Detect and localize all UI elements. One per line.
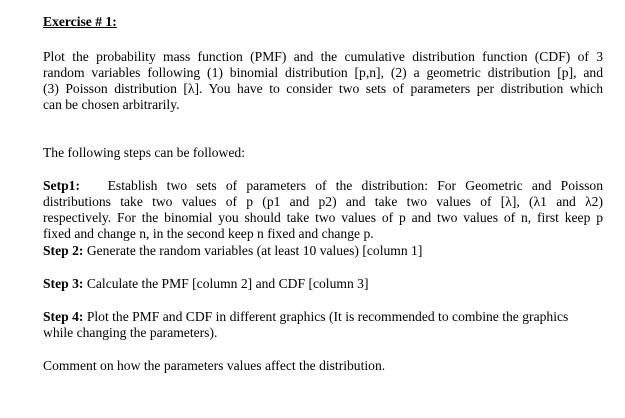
steps-intro: The following steps can be followed: bbox=[43, 145, 245, 160]
exercise-heading: Exercise # 1: bbox=[43, 14, 117, 29]
step1-paragraph bbox=[43, 178, 603, 242]
step3-text: Calculate the PMF [column 2] and CDF [column 3] bbox=[86, 276, 369, 291]
step1-line: fixed and change n, in the second keep n fixed and change p. bbox=[43, 226, 374, 241]
step3-label: Step 3: bbox=[43, 276, 84, 291]
intro-line: (3) Poisson distribution [λ]. You have to consider two sets of parameters per distribution which bbox=[43, 81, 603, 96]
step2-label: Step 2: bbox=[43, 243, 84, 258]
step3-line bbox=[43, 276, 603, 292]
step4-line bbox=[43, 309, 603, 325]
intro-paragraph bbox=[43, 49, 603, 113]
step4-text: Plot the PMF and CDF in different graphics (It is recommended to combine the graphics bbox=[86, 309, 569, 324]
step1-line-text: Establish two sets of parameters of the distribution: For Geometric and Poisson bbox=[107, 178, 603, 193]
step4-paragraph bbox=[43, 309, 603, 341]
intro-line: Plot the probability mass function (PMF) and the cumulative distribution function (CDF) of 3 bbox=[43, 49, 603, 64]
step2-text: Generate the random variables (at least 10 values) [column 1] bbox=[86, 243, 423, 258]
step2-paragraph bbox=[43, 243, 603, 259]
intro-line: random variables following (1) binomial distribution [p,n], (2) a geometric distribution [p], and bbox=[43, 65, 603, 80]
intro-line: can be chosen arbitrarily. bbox=[43, 97, 180, 112]
step1-line bbox=[43, 178, 603, 194]
step2-line bbox=[43, 243, 603, 259]
step1-label: Setp1: bbox=[43, 178, 81, 193]
step1-line: respectively. For the binomial you should take two values of p and two values of n, first keep p bbox=[43, 210, 603, 225]
step3-paragraph bbox=[43, 276, 603, 292]
step4-line: while changing the parameters). bbox=[43, 325, 218, 340]
step1-line: distributions take two values of p (p1 and p2) and take two values of [λ], (λ1 and λ2) bbox=[43, 194, 603, 209]
step4-label: Step 4: bbox=[43, 309, 84, 324]
comment-paragraph: Comment on how the parameters values affect the distribution. bbox=[43, 358, 386, 373]
